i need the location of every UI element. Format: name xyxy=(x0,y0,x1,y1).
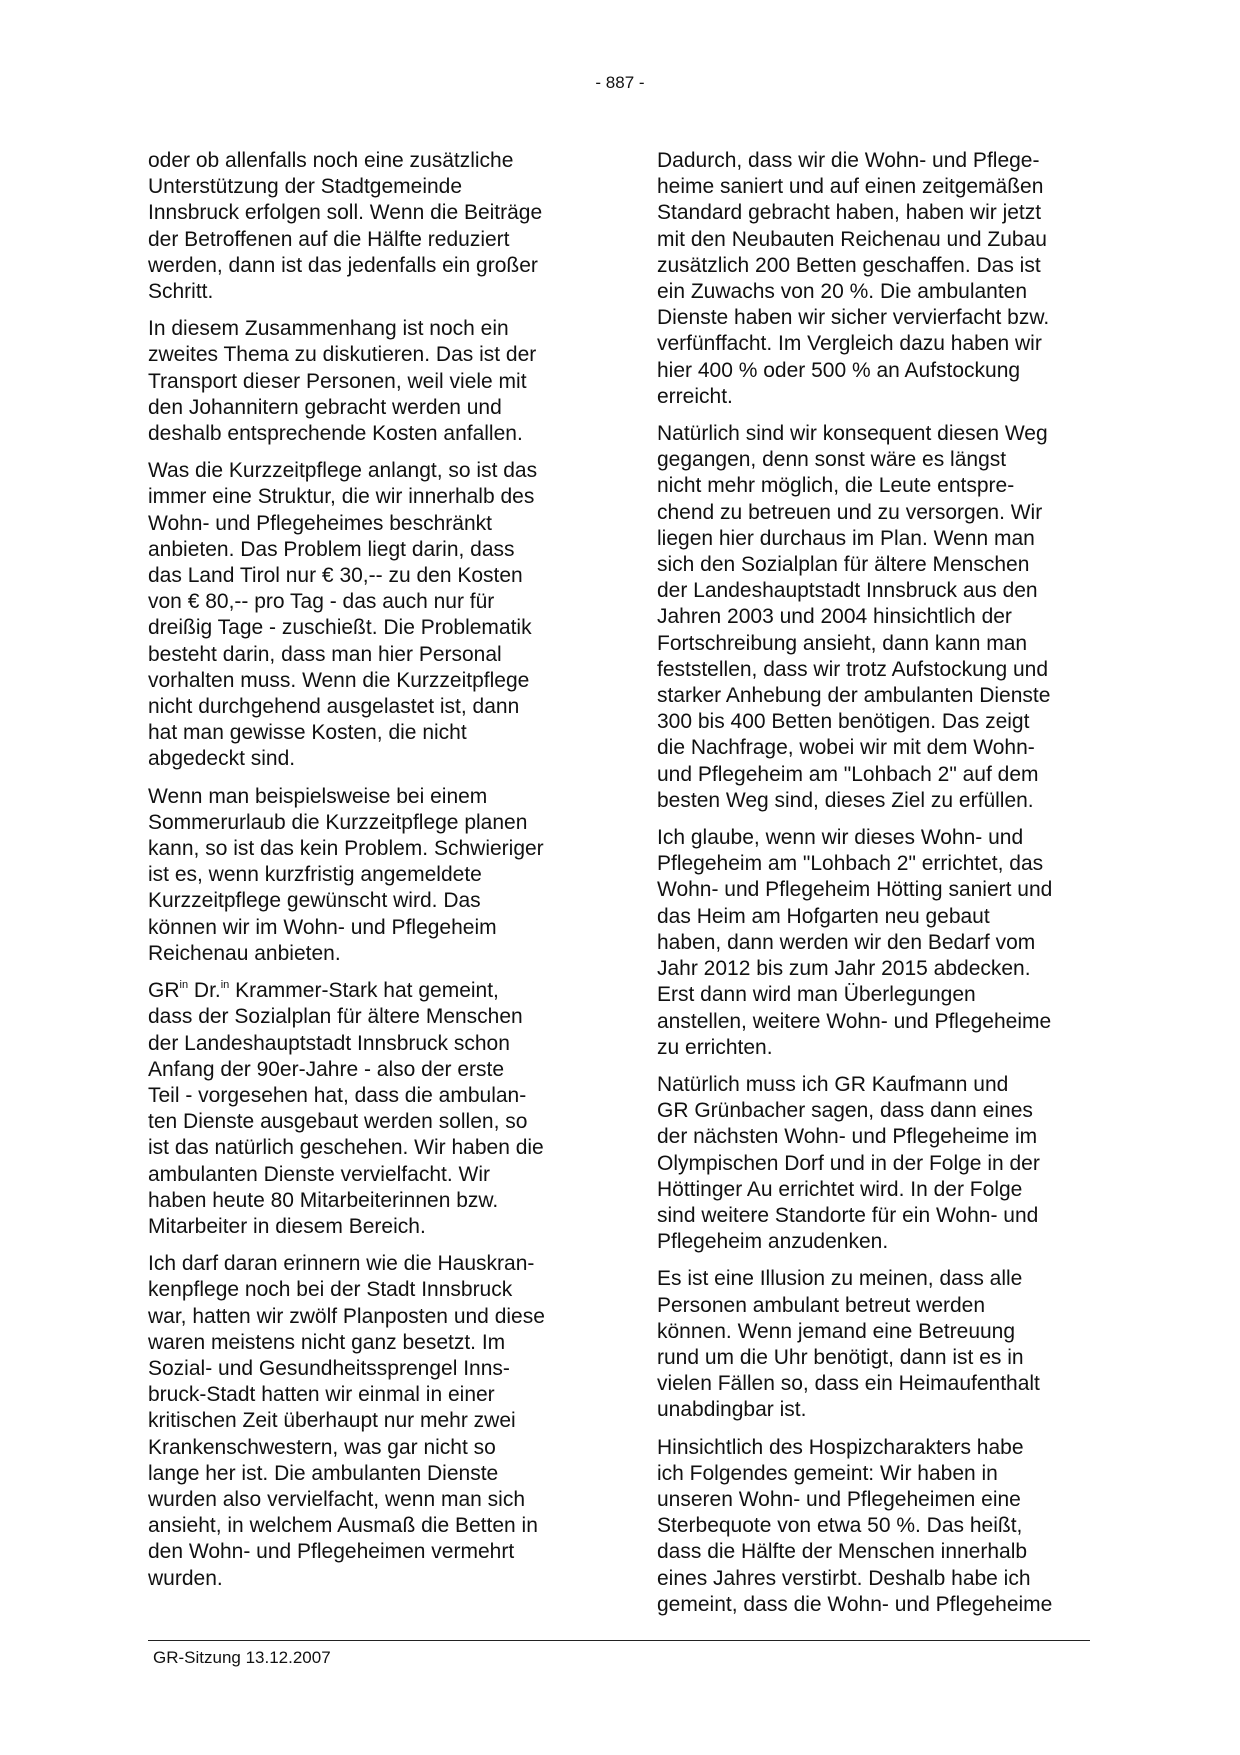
text-line: haben heute 80 Mitarbeiterinnen bzw. xyxy=(148,1188,499,1212)
text-line: Hinsichtlich des Hospizcharakters habe xyxy=(657,1435,1024,1459)
text-line: Reichenau anbieten. xyxy=(148,941,341,965)
paragraph xyxy=(148,1251,578,1592)
text-line: Sterbequote von etwa 50 %. Das heißt, xyxy=(657,1514,1023,1538)
text-line: kritischen Zeit überhaupt nur mehr zwei xyxy=(148,1409,516,1433)
text-line: ich Folgendes gemeint: Wir haben in xyxy=(657,1461,998,1485)
text-line: Jahr 2012 bis zum Jahr 2015 abdecken. xyxy=(657,957,1031,981)
text-line: der Landeshauptstadt Innsbruck schon xyxy=(148,1031,510,1055)
text-line: den Wohn- und Pflegeheimen vermehrt xyxy=(148,1540,515,1564)
text-line: Mitarbeiter in diesem Bereich. xyxy=(148,1214,426,1238)
text-line: ten Dienste ausgebaut werden sollen, so xyxy=(148,1110,528,1134)
text-line: Natürlich sind wir konsequent diesen Weg xyxy=(657,422,1048,446)
text-line: Höttinger Au errichtet wird. In der Folge xyxy=(657,1177,1023,1201)
text-line: chend zu betreuen und zu versorgen. Wir xyxy=(657,500,1043,524)
text-line: war, hatten wir zwölf Planposten und diese xyxy=(148,1304,545,1328)
text-line: Pflegeheim anzudenken. xyxy=(657,1230,889,1254)
text-line: Anfang der 90er-Jahre - also der erste xyxy=(148,1057,505,1081)
text-line: feststellen, dass wir trotz Aufstockung und xyxy=(657,657,1049,681)
text-line: deshalb entsprechende Kosten anfallen. xyxy=(148,422,523,446)
text-line: gemeint, dass die Wohn- und Pflegeheime xyxy=(657,1592,1053,1616)
text-line: sind weitere Standorte für ein Wohn- und xyxy=(657,1203,1039,1227)
text-line: besteht darin, dass man hier Personal xyxy=(148,642,502,666)
text-line: 300 bis 400 Betten benötigen. Das zeigt xyxy=(657,710,1030,734)
text-line: Wohn- und Pflegeheim Hötting saniert und xyxy=(657,878,1053,902)
text-line: und Pflegeheim am "Lohbach 2" auf dem xyxy=(657,762,1039,786)
text-line: Sozial- und Gesundheitssprengel Inns- xyxy=(148,1356,510,1380)
text-line: Unterstützung der Stadtgemeinde xyxy=(148,175,463,199)
paragraph xyxy=(657,421,1090,814)
text-line: In diesem Zusammenhang ist noch ein xyxy=(148,317,509,341)
text-line: Natürlich muss ich GR Kaufmann und xyxy=(657,1072,1009,1096)
text-line: ist das natürlich geschehen. Wir haben die xyxy=(148,1136,544,1160)
text-line: nicht durchgehend ausgelastet ist, dann xyxy=(148,695,520,719)
text-line: unabdingbar ist. xyxy=(657,1398,807,1422)
text-line: das Heim am Hofgarten neu gebaut xyxy=(657,904,990,928)
text-line: Personen ambulant betreut werden xyxy=(657,1293,986,1317)
paragraph xyxy=(657,1072,1090,1255)
text-line: sich den Sozialplan für ältere Menschen xyxy=(657,553,1030,577)
text-line: anstellen, weitere Wohn- und Pflegeheime xyxy=(657,1009,1052,1033)
paragraph-first-line: $GR^{in}$ Dr.$^{in}$ Krammer-Stark hat gemeint, xyxy=(148,979,499,1003)
paragraph xyxy=(148,458,578,772)
text-line: zweites Thema zu diskutieren. Das ist der xyxy=(148,343,537,367)
text-line: abgedeckt sind. xyxy=(148,747,296,771)
paragraph xyxy=(148,978,578,1240)
text-line: Teil - vorgesehen hat, dass die ambulan- xyxy=(148,1083,527,1107)
text-line: lange her ist. Die ambulanten Dienste xyxy=(148,1461,499,1485)
text-line: Kurzzeitpflege gewünscht wird. Das xyxy=(148,889,481,913)
page-number: - 887 - xyxy=(595,73,645,92)
text-line: Dienste haben wir sicher vervierfacht bzw. xyxy=(657,306,1050,330)
text-line: eines Jahres verstirbt. Deshalb habe ich xyxy=(657,1566,1031,1590)
text-line: nicht mehr möglich, die Leute entspre- xyxy=(657,474,1015,498)
text-line: ansieht, in welchem Ausmaß die Betten in xyxy=(148,1514,538,1538)
text-line: anbieten. Das Problem liegt darin, dass xyxy=(148,537,515,561)
text-line: vorhalten muss. Wenn die Kurzzeitpflege xyxy=(148,668,530,692)
text-line: besten Weg sind, dieses Ziel zu erfüllen. xyxy=(657,788,1034,812)
paragraph xyxy=(657,1435,1090,1618)
text-line: Dadurch, dass wir die Wohn- und Pflege- xyxy=(657,149,1040,172)
text-line: Innsbruck erfolgen soll. Wenn die Beiträge xyxy=(148,201,543,225)
text-line: das Land Tirol nur € 30,-- zu den Kosten xyxy=(148,564,523,588)
text-line: bruck-Stadt hatten wir einmal in einer xyxy=(148,1383,495,1407)
text-line: waren meistens nicht ganz besetzt. Im xyxy=(148,1330,506,1354)
text-line: Olympischen Dorf und in der Folge in der xyxy=(657,1151,1040,1175)
text-line: vielen Fällen so, dass ein Heimaufenthalt xyxy=(657,1372,1040,1396)
text-line: mit den Neubauten Reichenau und Zubau xyxy=(657,227,1047,251)
paragraph xyxy=(148,784,578,967)
text-line: erreicht. xyxy=(657,384,733,408)
text-line: Was die Kurzzeitpflege anlangt, so ist das xyxy=(148,459,538,483)
text-line: die Nachfrage, wobei wir mit dem Wohn- xyxy=(657,736,1035,760)
text-line: wurden also vervielfacht, wenn man sich xyxy=(148,1487,526,1511)
text-line: verfünffacht. Im Vergleich dazu haben wir xyxy=(657,332,1042,356)
text-line: ein Zuwachs von 20 %. Die ambulanten xyxy=(657,280,1028,304)
paragraph xyxy=(148,148,578,305)
text-line: unseren Wohn- und Pflegeheimen eine xyxy=(657,1487,1021,1511)
paragraph xyxy=(657,1266,1090,1423)
text-line: zu errichten. xyxy=(657,1035,773,1059)
text-line: Standard gebracht haben, haben wir jetzt xyxy=(657,201,1042,225)
text-line: dass die Hälfte der Menschen innerhalb xyxy=(657,1540,1028,1564)
text-line: dass der Sozialplan für ältere Menschen xyxy=(148,1005,523,1029)
text-line: der Landeshauptstadt Innsbruck aus den xyxy=(657,579,1038,603)
text-line: hier 400 % oder 500 % an Aufstockung xyxy=(657,358,1021,382)
footer-session-label: GR-Sitzung 13.12.2007 xyxy=(153,1648,331,1667)
text-line: der nächsten Wohn- und Pflegeheime im xyxy=(657,1125,1038,1149)
paragraph xyxy=(657,825,1090,1061)
text-line: rund um die Uhr benötigt, dann ist es in xyxy=(657,1345,1024,1369)
text-line: kann, so ist das kein Problem. Schwieriger xyxy=(148,837,544,861)
paragraph xyxy=(148,316,578,447)
text-line: ambulanten Dienste vervielfacht. Wir xyxy=(148,1162,490,1186)
text-line: Fortschreibung ansieht, dann kann man xyxy=(657,631,1028,655)
footer-divider xyxy=(148,1640,1090,1641)
text-line: Ich glaube, wenn wir dieses Wohn- und xyxy=(657,826,1024,850)
right-column xyxy=(657,148,1090,1629)
text-line: wurden. xyxy=(148,1566,223,1590)
text-line: Wohn- und Pflegeheimes beschränkt xyxy=(148,511,492,535)
text-line: Sommerurlaub die Kurzzeitpflege planen xyxy=(148,810,528,834)
paragraph-lines xyxy=(148,1004,578,1240)
text-line: GR Grünbacher sagen, dass dann eines xyxy=(657,1099,1033,1123)
text-line: von € 80,-- pro Tag - das auch nur für xyxy=(148,590,495,614)
text-line: heime saniert und auf einen zeitgemäßen xyxy=(657,175,1044,199)
text-line: zusätzlich 200 Betten geschaffen. Das ist xyxy=(657,253,1041,277)
left-column xyxy=(148,148,578,1603)
text-line: gegangen, denn sonst wäre es längst xyxy=(657,448,1007,472)
text-line: haben, dann werden wir den Bedarf vom xyxy=(657,930,1036,954)
text-line: dreißig Tage - zuschießt. Die Problematik xyxy=(148,616,532,640)
text-line: Schritt. xyxy=(148,280,214,304)
text-line: starker Anhebung der ambulanten Dienste xyxy=(657,684,1051,708)
text-line: Jahren 2003 und 2004 hinsichtlich der xyxy=(657,605,1012,629)
text-line: liegen hier durchaus im Plan. Wenn man xyxy=(657,526,1035,550)
text-line: Transport dieser Personen, weil viele mit xyxy=(148,369,527,393)
text-line: Wenn man beispielsweise bei einem xyxy=(148,784,488,808)
text-line: kenpflege noch bei der Stadt Innsbruck xyxy=(148,1278,513,1302)
paragraph xyxy=(657,148,1090,410)
text-line: oder ob allenfalls noch eine zusätzliche xyxy=(148,149,514,172)
text-line: der Betroffenen auf die Hälfte reduziert xyxy=(148,227,510,251)
text-line: hat man gewisse Kosten, die nicht xyxy=(148,721,467,745)
text-line: Es ist eine Illusion zu meinen, dass alle xyxy=(657,1267,1023,1291)
text-line: immer eine Struktur, die wir innerhalb des xyxy=(148,485,535,509)
text-line: Erst dann wird man Überlegungen xyxy=(657,983,976,1007)
text-line: Krankenschwestern, was gar nicht so xyxy=(148,1435,496,1459)
text-line: Ich darf daran erinnern wie die Hauskran- xyxy=(148,1252,535,1276)
text-line: den Johannitern gebracht werden und xyxy=(148,395,502,419)
text-line: können. Wenn jemand eine Betreuung xyxy=(657,1319,1016,1343)
text-line: werden, dann ist das jedenfalls ein großer xyxy=(148,253,538,277)
text-line: können wir im Wohn- und Pflegeheim xyxy=(148,915,497,939)
text-line: Pflegeheim am "Lohbach 2" errichtet, das xyxy=(657,852,1044,876)
text-line: ist es, wenn kurzfristig angemeldete xyxy=(148,863,482,887)
